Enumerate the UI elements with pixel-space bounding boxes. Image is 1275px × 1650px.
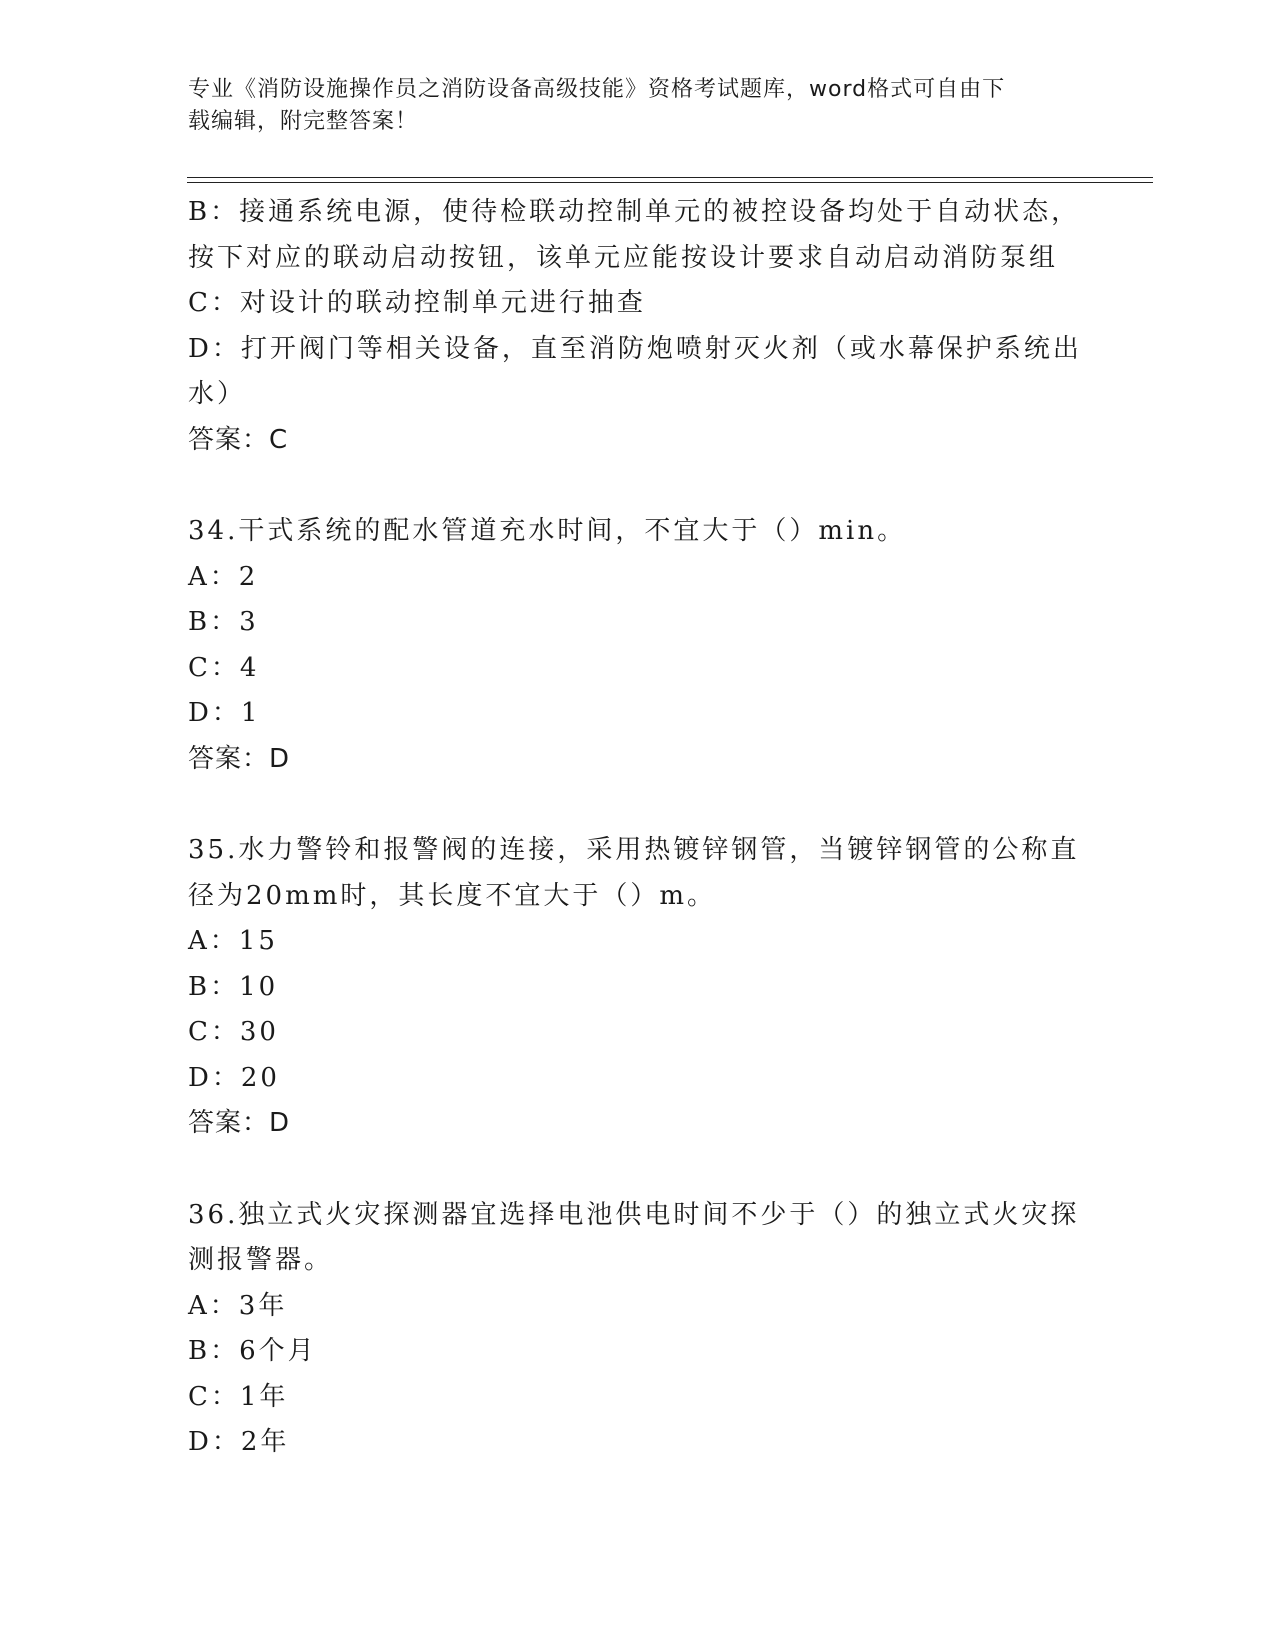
- question-list: [188, 190, 1088, 1466]
- option-c: C：对设计的联动控制单元进行抽查: [188, 288, 646, 318]
- header-divider-top: [187, 177, 1153, 178]
- question-36: [188, 1193, 1088, 1466]
- option-b: B：6个月: [188, 1336, 317, 1366]
- answer: 答案：C: [188, 424, 289, 455]
- option-d: D：20: [188, 1062, 280, 1093]
- question-34: [188, 509, 1088, 782]
- question-35: [188, 828, 1088, 1147]
- document-header: [188, 74, 1068, 138]
- option-d: D：1: [188, 698, 261, 728]
- option-a: A：3年: [188, 1290, 288, 1321]
- option-a: A：2: [188, 561, 259, 592]
- question-stem-line-2: 径为20mm时，其长度不宜大于（）m。: [188, 880, 717, 911]
- option-b-line-2: 按下对应的联动启动按钮，该单元应能按设计要求自动启动消防泵组: [188, 242, 1059, 273]
- answer: 答案：D: [188, 1108, 291, 1138]
- question-stem-line-1: 36.独立式火灾探测器宜选择电池供电时间不少于（）的独立式火灾探: [188, 1199, 1080, 1230]
- header-line-1: 专业《消防设施操作员之消防设备高级技能》资格考试题库，word格式可自由下: [188, 77, 1006, 102]
- option-c: C：30: [188, 1017, 279, 1047]
- option-b: B：3: [188, 607, 259, 637]
- spacer: [188, 782, 1088, 828]
- header-divider-bottom: [187, 182, 1153, 183]
- header-line-2: 载编辑，附完整答案！: [188, 109, 419, 134]
- question-stem-line-1: 35.水力警铃和报警阀的连接，采用热镀锌钢管，当镀锌钢管的公称直: [188, 835, 1080, 865]
- option-b: B：10: [188, 971, 279, 1002]
- answer: 答案：D: [188, 743, 291, 774]
- option-d: D：2年: [188, 1427, 290, 1457]
- option-d-line-2: 水）: [188, 379, 247, 409]
- option-c: C：4: [188, 652, 260, 683]
- option-d-line-1: D：打开阀门等相关设备，直至消防炮喷射灭火剂（或水幕保护系统出: [188, 333, 1082, 364]
- question-33-tail: [188, 190, 1088, 463]
- option-b-line-1: B：接通系统电源，使待检联动控制单元的被控设备均处于自动状态，: [188, 197, 1081, 227]
- question-stem-line-2: 测报警器。: [188, 1245, 334, 1275]
- option-c: C：1年: [188, 1381, 289, 1412]
- spacer: [188, 463, 1088, 509]
- question-stem: 34.干式系统的配水管道充水时间，不宜大于（）min。: [188, 516, 907, 546]
- option-a: A：15: [188, 926, 278, 956]
- spacer: [188, 1147, 1088, 1193]
